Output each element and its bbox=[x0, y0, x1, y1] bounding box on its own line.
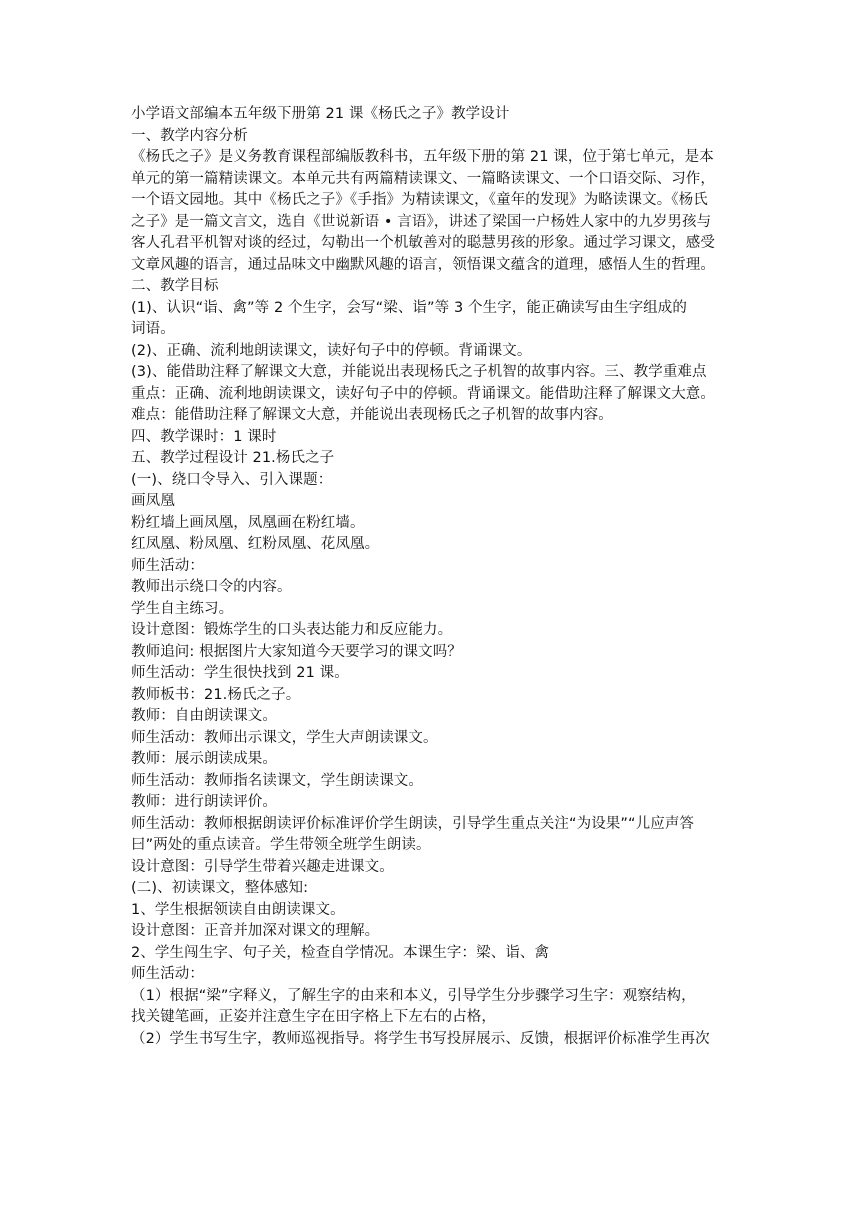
paragraph-line: 之子》是一篇文言文，选自《世说新语 • 言语》，讲述了梁国一户杨姓人家中的九岁男孩与 bbox=[131, 213, 712, 230]
paragraph-line: 1、学生根据领读自由朗读课文。 bbox=[131, 901, 345, 918]
paragraph-line: 设计意图：引导学生带着兴趣走进课文。 bbox=[131, 858, 394, 875]
paragraph-line: (2)、正确、流利地朗读课文，读好句子中的停顿。背诵课文。 bbox=[131, 342, 532, 359]
paragraph-line: 师生活动： bbox=[131, 966, 204, 982]
paragraph-line: (1)、认识“诣、禽”等 2 个生字，会写“梁、诣”等 3 个生字，能正确读写由生字组成的 bbox=[131, 299, 687, 316]
paragraph-line: 教师：进行朗读评价。 bbox=[131, 794, 277, 810]
paragraph-line: （1）根据“梁”字释义，了解生字的由来和本义，引导学生分步骤学习生字：观察结构， bbox=[131, 987, 696, 1004]
document-page bbox=[131, 104, 736, 1050]
paragraph-line: 单元的第一篇精读课文。本单元共有两篇精读课文、一篇略读课文、一个口语交际、习作， bbox=[131, 170, 715, 187]
paragraph-line: 设计意图：正音并加深对课文的理解。 bbox=[131, 923, 380, 939]
section-heading: 一、教学内容分析 bbox=[131, 127, 248, 144]
paragraph-line: (3)、能借助注释了解课文大意，并能说出表现杨氏之子机智的故事内容。三、教学重难点 bbox=[131, 364, 707, 380]
paragraph-line: 师生活动：教师出示课文，学生大声朗读课文。 bbox=[131, 729, 438, 746]
paragraph-line: 一个语文园地。其中《杨氏之子》《手指》为精读课文，《童年的发现》为略读课文。《杨氏 bbox=[131, 192, 708, 208]
paragraph-line: 师生活动：教师根据朗读评价标准评价学生朗读，引导学生重点关注“为设果”“儿应声答 bbox=[131, 815, 695, 832]
paragraph-line: 师生活动：教师指名读课文，学生朗读课文。 bbox=[131, 772, 423, 789]
paragraph-line: 词语。 bbox=[131, 321, 175, 337]
paragraph-line: 粉红墙上画凤凰，凤凰画在粉红墙。 bbox=[131, 514, 365, 531]
paragraph-line: 师生活动： bbox=[131, 557, 204, 574]
paragraph-line: 设计意图：锻炼学生的口头表达能力和反应能力。 bbox=[131, 622, 453, 638]
paragraph-line: 教师板书：21.杨氏之子。 bbox=[131, 686, 301, 703]
section-heading: 五、教学过程设计 21.杨氏之子 bbox=[131, 450, 335, 466]
paragraph-line: 师生活动：学生很快找到 21 课。 bbox=[131, 665, 349, 681]
doc-title: 小学语文部编本五年级下册第 21 课《杨氏之子》教学设计 bbox=[131, 106, 510, 122]
paragraph-line: 找关键笔画，正姿并注意生字在田字格上下左右的占格， bbox=[131, 1009, 496, 1025]
paragraph-line: 教师：展示朗读成果。 bbox=[131, 751, 277, 767]
paragraph-line: 难点：能借助注释了解课文大意，并能说出表现杨氏之子机智的故事内容。 bbox=[131, 407, 613, 423]
paragraph-line: 2、学生闯生字、句子关，检查自学情况。本课生字：梁、诣、禽 bbox=[131, 944, 550, 961]
subsection-heading: (二)、初读课文，整体感知: bbox=[131, 880, 309, 896]
paragraph-line: （2）学生书写生字，教师巡视指导。将学生书写投屏展示、反馈，根据评价标准学生再次 bbox=[131, 1030, 710, 1047]
section-heading: 四、教学课时：1 课时 bbox=[131, 428, 277, 445]
paragraph-line: 曰”两处的重点读音。学生带领全班学生朗读。 bbox=[131, 837, 431, 853]
paragraph-line: 画凤凰 bbox=[131, 493, 175, 509]
subsection-heading: (一)、绕口令导入、引入课题： bbox=[131, 471, 333, 488]
section-heading: 二、教学目标 bbox=[131, 278, 219, 294]
paragraph-line: 重点：正确、流利地朗读课文，读好句子中的停顿。背诵课文。能借助注释了解课文大意。 bbox=[131, 385, 715, 402]
paragraph-line: 《杨氏之子》是义务教育课程部编版教科书，五年级下册的第 21 课，位于第七单元，是本 bbox=[131, 149, 714, 165]
paragraph-line: 红凤凰、粉凤凰、红粉凤凰、花凤凰。 bbox=[131, 536, 380, 552]
paragraph-line: 教师出示绕口令的内容。 bbox=[131, 579, 292, 595]
paragraph-line: 教师：自由朗读课文。 bbox=[131, 708, 277, 724]
paragraph-line: 教师追问: 根据图片大家知道今天要学习的课文吗？ bbox=[131, 643, 462, 660]
paragraph-line: 客人孔君平机智对谈的经过，勾勒出一个机敏善对的聪慧男孩的形象。通过学习课文，感受 bbox=[131, 235, 715, 251]
paragraph-line: 文章风趣的语言，通过品味文中幽默风趣的语言，领悟课文蕴含的道理，感悟人生的哲理。 bbox=[131, 256, 715, 273]
paragraph-line: 学生自主练习。 bbox=[131, 600, 234, 617]
